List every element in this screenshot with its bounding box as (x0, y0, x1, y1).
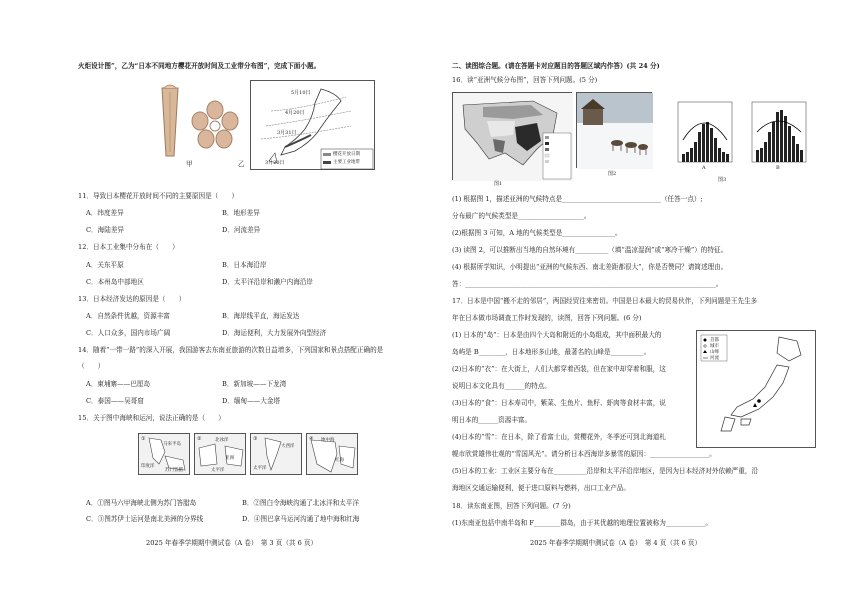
fig-label: 图1 (494, 181, 503, 187)
q14-stem: 14．随着“一带一路”的深入开展，我国游客去东南亚旅游的次数日益增多，下列国家和景点搭配正确的是 (78, 346, 384, 354)
map-number: ③ (253, 436, 258, 442)
q12-option-a[interactable]: A．关东平原 (86, 261, 124, 269)
q12-option-b[interactable]: B．日本海沿岸 (222, 261, 267, 269)
map-number: ② (197, 436, 202, 442)
strait-map-2 (194, 433, 246, 475)
q15-option-a[interactable]: A．①图马六甲海峡北侧为苏门答腊岛 (86, 499, 197, 507)
map-label: 红海 (335, 458, 344, 463)
q17-p5b: 海地区交通运输便利，便于进口原料与燃料，出口工业产品。 (452, 484, 631, 492)
q14-option-a[interactable]: A．柬埔寨——巴厘岛 (86, 380, 151, 388)
japan-map (696, 330, 816, 448)
strait-map-1 (138, 433, 190, 475)
map-legend: 河流 (710, 356, 719, 361)
map-number: ④ (309, 436, 314, 442)
q17-stem2: 年在日本做市场调查工作时发现的，读图，回答下列问题。(6 分) (452, 314, 642, 322)
q11-option-c[interactable]: C．海陆差异 (86, 226, 125, 234)
legend-sakura: 樱花开放日期 (333, 152, 360, 157)
fig-label: 图2 (608, 171, 617, 177)
climate-charts (668, 92, 816, 176)
reindeer-photo (576, 92, 652, 168)
q16-p1b: 分布最广的气候类型是____________________。 (452, 212, 591, 220)
q16-p3: (3) 读图 2，可以推断出当地的自然环境有__________（填“温凉湿润”或“寒冷干燥”）的特征。 (452, 246, 728, 254)
q17-p4: (4)日本的“雪”：在日本，除了看富士山，赏樱花外，冬季还可到北海道札 (452, 433, 666, 441)
q11-stem: 11．导致日本樱花开放时间不同的主要原因是（ ） (78, 192, 239, 200)
map-label: 太平洋 (211, 468, 225, 473)
q17-p3: (3)日本的“食”：日本寿司中，紫菜、生鱼片、鱼籽、虾肉等食材丰富，说 (452, 399, 666, 407)
q13-option-a[interactable]: A．自然条件优越，资源丰富 (86, 312, 170, 320)
date-label: 5月10日 (291, 90, 311, 96)
q17-p1: (1) 日本的“岛”：日本是由四个大岛和附近的小岛组成，其中面积最大的 (452, 331, 662, 339)
q17-stem: 17．日本是中国“搬不走的邻居”，两国经贸往来密切。中国是日本最大的贸易伙伴，下列问题是王先生多 (452, 297, 758, 305)
q16-stem: 16．读“亚洲气候分布图”，回答下列问题。(5 分) (452, 76, 598, 84)
map-legend: 首都 (710, 338, 719, 343)
q17-p2: (2)日本的“衣”：在大街上，人们大都穿着西装，但在家中却穿着和服，这 (452, 365, 666, 373)
q11-option-d[interactable]: D．河流差异 (222, 226, 261, 234)
map-label: 印度洋 (141, 464, 155, 469)
q15-option-d[interactable]: D．④图巴拿马运河沟通了地中海和红海 (242, 515, 360, 523)
sakura-map (250, 80, 375, 170)
label-jia: 甲 (186, 160, 193, 168)
right-page (430, 0, 860, 608)
q13-option-c[interactable]: C．人口众多，国内市场广阔 (86, 329, 171, 337)
map-label: 苏门答腊 (165, 468, 183, 473)
torch-figure (150, 82, 190, 162)
date-label: 4月20日 (285, 110, 305, 116)
date-label: 3月20日 (265, 160, 285, 166)
map-label: 地中海 (321, 438, 335, 443)
chart-label-b: B (776, 165, 780, 171)
q13-option-d[interactable]: D．海运便利，大力发展外向型经济 (222, 329, 327, 337)
q17-p1b: 岛屿是 B________，日本地形多山地，最著名的山峰是__________。 (452, 348, 651, 356)
intro-line: 火炬设计图”，乙为“日本不同地方樱花开放时间及工业带分布图”，完成下面小题。 (78, 62, 321, 70)
q15-stem: 15．关于图中海峡和运河，说法正确的是（ ） (78, 414, 225, 422)
q17-p3b: 明日本的______资源丰富。 (452, 416, 532, 424)
q11-option-a[interactable]: A．纬度差异 (86, 209, 124, 217)
q17-p5: (5)日本的工业：工业区主要分布在__________沿岸和太平洋沿岸地区，是因为日本经济对外依赖严重，沿 (452, 467, 759, 475)
q17-p2b: 说明日本文化具有______的特点。 (452, 382, 551, 390)
q16-p4b: 答：____________________________________________________________________________。 (452, 280, 723, 288)
map-legend: 山峰 (710, 350, 719, 355)
page-footer: 2025 年春季学期期中测试卷（A 卷） 第 3 页（共 6 页） (146, 539, 318, 547)
q14-option-c[interactable]: C．泰国——吴哥窟 (86, 397, 144, 405)
strait-map-3 (250, 433, 302, 475)
q13-stem: 13．日本经济发达的原因是（ ） (78, 295, 186, 303)
map-legend: 城市 (710, 344, 719, 349)
q11-option-b[interactable]: B．地形差异 (222, 209, 260, 217)
map-label: 大西洋 (281, 444, 295, 449)
map-label: 亚洲 (225, 456, 234, 461)
q16-p2: (2)根据图 3 可知，A 地的气候类型是________________。 (452, 229, 622, 237)
q14-option-d[interactable]: D．缅甸——大金塔 (222, 397, 281, 405)
section-title: 二、读图综合题。(请在答题卡对应题目的答题区域内作答）(共 24 分) (452, 62, 660, 70)
chart-label-a: A (702, 165, 706, 171)
asia-climate-map (452, 92, 572, 180)
q12-option-c[interactable]: C．本州岛中部地区 (86, 278, 144, 286)
q16-p4: (4) 根据所学知识，小明提出“亚洲的气候东西、南北差距都很大”，你是否赞同？请简述理由。 (452, 263, 728, 271)
q12-stem: 12．日本工业集中分布在（ ） (78, 243, 179, 251)
q14-stem-paren: （ ） (78, 362, 105, 370)
fig-label: 图3 (718, 177, 727, 183)
q16-p1: (1) 根据图 1，描述亚洲的气候特点是______________________________（任答一点）; (452, 195, 703, 203)
map-label: 太平洋 (253, 466, 267, 471)
q17-p4b: 幌市欣赏雄伟壮观的“雪国风光”。请分析日本西海岸多暴雪的原因：__________________。 (452, 450, 716, 458)
date-label: 3月31日 (277, 130, 297, 136)
map-label: 北冰洋 (215, 438, 229, 443)
q12-option-d[interactable]: D．太平洋沿岸和濑户内海沿岸 (222, 278, 314, 286)
q15-option-b[interactable]: B．②图白令海峡沟通了北冰洋和太平洋 (242, 499, 359, 507)
legend-industry: 主要工业地带 (333, 160, 360, 165)
label-yi: 乙 (238, 160, 245, 168)
map-label: 马来半岛 (163, 442, 181, 447)
q18-p1: (1)东南亚包括中南半岛和 F________群岛，由于其优越的地理位置被称为____________。 (452, 519, 712, 527)
flower-figure (190, 100, 240, 150)
q15-option-c[interactable]: C．③图苏伊士运河是南北美洲的分界线 (86, 515, 204, 523)
q18-stem: 18．读东南亚图，回答下列问题。(7 分) (452, 502, 571, 510)
map-number: ① (141, 436, 146, 442)
q14-option-b[interactable]: B．新加坡——下龙湾 (222, 380, 287, 388)
page-footer: 2025 年春季学期期中测试卷（A 卷） 第 4 页（共 6 页） (530, 539, 702, 547)
strait-map-4 (306, 433, 358, 475)
q13-option-b[interactable]: B．海岸线平直，海运发达 (222, 312, 300, 320)
